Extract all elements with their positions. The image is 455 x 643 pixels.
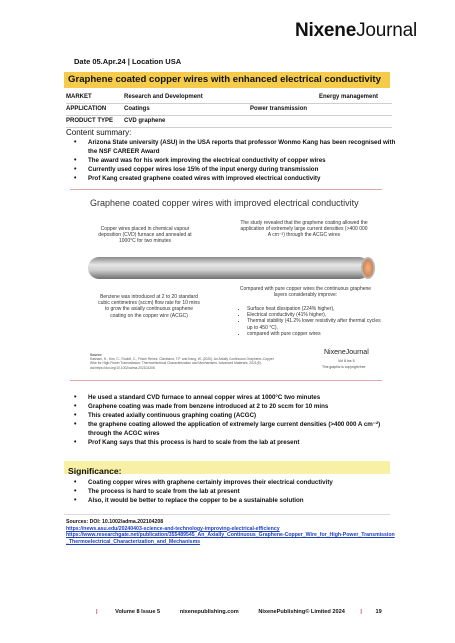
application-extra: Power transmission bbox=[250, 106, 308, 112]
list-item: • Also, it would be better to replace the copper to be a sustainable solution bbox=[66, 496, 396, 505]
list-item: • Electrical conductivity (41% higher), bbox=[247, 312, 387, 318]
page-title: Graphene coated copper wires with enhanced electrical conductivity bbox=[68, 74, 381, 85]
brand-logo bbox=[295, 20, 417, 42]
significance-bar bbox=[64, 461, 390, 474]
figure-source-text: Kashani, H., Kim, C., Rudolf, C., Frisch Reinrs, Claveland, T.P. and Kang, W. (2020). An Axially Continuous Graphene–Copper Wire for High-Power Transmission: Thermoelectrical Characterization and Mechanisms. Advanced Materials, 2021(5). bbox=[90, 357, 274, 366]
divider bbox=[70, 189, 382, 190]
figure-copyright: This graphic is copyright free bbox=[322, 365, 366, 369]
list-item: • Prof Kang says that this process is hard to scale from the lab at present bbox=[66, 438, 396, 447]
market-extra: Energy management bbox=[319, 94, 379, 100]
meta-row-market bbox=[66, 92, 392, 104]
market-value: Research and Development bbox=[124, 94, 203, 100]
figure-title: Graphene coated copper wires with improved electrical conductivity bbox=[90, 198, 359, 208]
content-summary-label: Content summary: bbox=[66, 128, 132, 137]
meta-row-product bbox=[66, 116, 392, 128]
source-link-2[interactable]: https://www.researchgate.net/publication/355489545_An_Axially_Continuous_Graphene-Copper_Wire_for_High-Power_Transmission_Thermoelectrical_Characterization_and_Mechanisms bbox=[66, 532, 395, 545]
list-item: • Coating copper wires with graphene certainly improves their electrical conductivity bbox=[66, 478, 396, 487]
title-bar bbox=[64, 72, 390, 88]
figure-logo: NixeneJournal bbox=[324, 349, 369, 356]
sources-block bbox=[66, 519, 396, 545]
footer bbox=[96, 609, 396, 615]
footer-volume: Volume 8 Issue 5 bbox=[115, 609, 161, 615]
figure-text-bottom-left: Benzene was introduced at 2 to 20 standard cubic centimetres (sccm) flow rate for 10 mins to grow the axially continuous graphene coating on the copper wire (ACGC) bbox=[98, 294, 200, 319]
figure-improvements-list bbox=[238, 306, 387, 337]
footer-company: NixenePublishing© Limited 2024 bbox=[258, 609, 345, 615]
market-label: MARKET bbox=[66, 94, 92, 100]
figure-text-bottom-right-head: Compared with pure copper wires the continuous graphene layers considerably improve: bbox=[239, 286, 372, 299]
list-item: • This created axially continuous graphing coating (ACGC) bbox=[66, 411, 396, 420]
figure-source-label: Source: bbox=[90, 353, 103, 357]
figure-text-top-right: The study revealed that the graphene coating allowed the application of extremely large current densities (>400 000 A cm⁻²) through the ACGC wires bbox=[240, 220, 368, 239]
divider bbox=[70, 380, 382, 381]
footer-separator: | bbox=[360, 609, 362, 615]
list-item: • the graphene coating allowed the application of extremely large current densities (>400 000 A cm⁻²) through the ACGC wires bbox=[66, 420, 396, 438]
page-number: 19 bbox=[375, 609, 382, 615]
significance-list bbox=[66, 478, 396, 505]
list-item: • He used a standard CVD furnace to anneal copper wires at 1000°C two minutes bbox=[66, 393, 396, 402]
list-item: • Currently used copper wires lose 15% of the input energy during transmission bbox=[66, 165, 396, 174]
figure-text-top-left: Copper wires placed in chemical vapour deposition (CVD) furnace and annealed at 1000°C for two minutes bbox=[98, 226, 192, 245]
detail-list bbox=[66, 393, 396, 447]
meta-row-application bbox=[66, 104, 392, 116]
sources-label: Sources: DOI: 10.1002/adma.202104208 bbox=[66, 519, 164, 525]
significance-label: Significance: bbox=[68, 466, 122, 476]
meta-table bbox=[66, 92, 392, 128]
figure-source-doi: doi:https://doi.org/10.1002/adma.202104208 bbox=[90, 365, 155, 370]
footer-site[interactable]: nixenepublishing.com bbox=[179, 609, 239, 615]
list-item: • compared with pure copper wires bbox=[247, 331, 387, 337]
list-item: • Graphene coating was made from benzene introduced at 2 to 20 sccm for 10 mins bbox=[66, 402, 396, 411]
footer-separator: | bbox=[96, 609, 98, 615]
figure-volume: Vol 8 Iss 5 bbox=[338, 359, 355, 363]
product-value: CVD graphene bbox=[124, 118, 166, 124]
application-label: APPLICATION bbox=[66, 106, 107, 112]
source-link-1[interactable]: https://news.asu.edu/20240403-science-and-technology-improving-electrical-efficiency bbox=[66, 525, 280, 532]
brand-part1: Nixene bbox=[294, 20, 357, 41]
list-item: • The process is hard to scale from the lab at present bbox=[66, 487, 396, 496]
summary-list bbox=[66, 138, 396, 183]
list-item: • Surface heat dissipation (224% higher), bbox=[247, 306, 387, 312]
figure-source bbox=[90, 353, 276, 370]
list-item: • The award was for his work improving the electrical conductivity of copper wires bbox=[66, 156, 396, 165]
copper-wire-graphic bbox=[84, 254, 380, 282]
application-value: Coatings bbox=[124, 106, 150, 112]
list-item: • Prof Kang created graphene coated wires with improved electrical conductivity bbox=[66, 174, 396, 183]
list-item: • Arizona State university (ASU) in the USA reports that professor Wonmo Kang has been recognised with the NSF CAREER Award bbox=[66, 138, 396, 156]
dateline: Date 05.Apr.24 | Location USA bbox=[74, 57, 182, 66]
list-item: • Thermal stability (41.2% lower resistivity after thermal cycles up to 450 °C), bbox=[247, 318, 387, 330]
product-label: PRODUCT TYPE bbox=[66, 118, 114, 124]
divider bbox=[64, 514, 390, 515]
brand-part2: Journal bbox=[356, 20, 417, 41]
